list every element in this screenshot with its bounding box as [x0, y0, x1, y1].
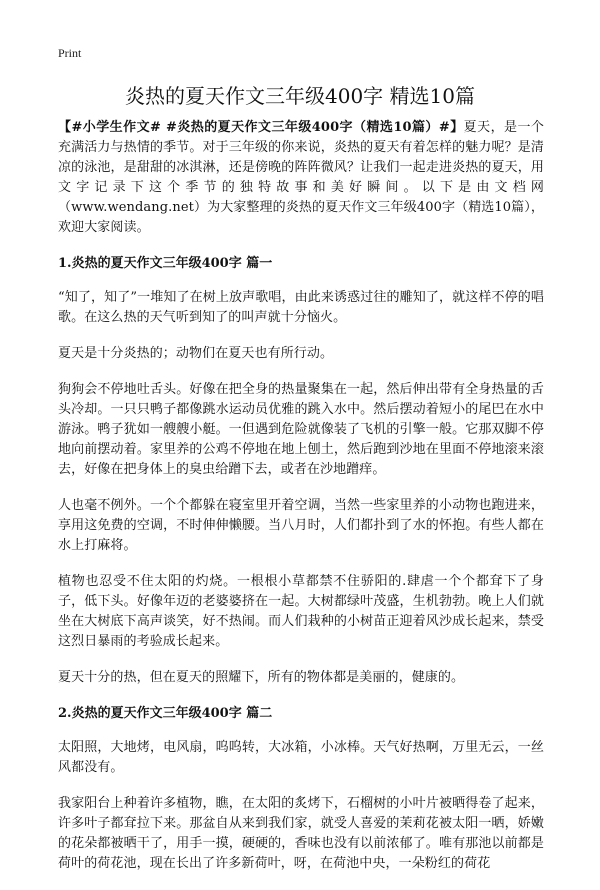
paragraph: “知了，知了”一堆知了在树上放声歌唱，由此来诱惑过往的雕知了，就这样不停的唱歌。在这么热的天气听到知了的叫声就十分恼火。 [58, 290, 544, 325]
intro-paragraph [58, 118, 544, 238]
paragraph: 狗狗会不停地吐舌头。好像在把全身的热量聚集在一起，然后伸出带有全身热量的舌头冷却。一只只鸭子都像跳水运动员优雅的跳入水中。然后摆动着短小的尾巴在水中游泳。鸭子犹如一艘艘小艇。一但遇到危险就像装了飞机的引擎一般。它那双脚不停地向前摆动着。家里养的公鸡不停地在地上刨土，然后跑到沙地在里面不停地滚来滚去，好像在把身体上的臭虫给蹭下去，或者在沙地蹭痒。 [58, 382, 544, 477]
paragraph: 夏天是十分炎热的；动物们在夏天也有所行动。 [58, 346, 334, 361]
page-title: 炎热的夏天作文三年级400字 精选10篇 [125, 84, 475, 108]
article-body [58, 118, 544, 890]
paragraph: 太阳照，大地烤，电风扇，呜呜转，大冰箱，小冰棒。天气好热啊，万里无云，一丝风都没有。 [58, 740, 544, 775]
intro-lead: 【#小学生作文# #炎热的夏天作文三年级400字（精选10篇）#】 [58, 120, 464, 135]
paragraph: 我家阳台上种着许多植物，瞧，在太阳的炙烤下，石榴树的小叶片被晒得卷了起来，许多叶子都耷拉下来。那盆自从来到我们家，就受人喜爱的茉莉花被太阳一晒，娇嫩的花朵都被晒干了，用手一摸，硬硬的，香味也没有以前浓郁了。唯有那池以前都是荷叶的荷花池，现在长出了许多新荷叶，呀，在荷池中央，一朵粉红的荷花 [58, 796, 544, 871]
section-heading-1: 1.炎热的夏天作文三年级400字 篇一 [58, 256, 273, 271]
print-link[interactable]: Print [58, 46, 82, 60]
paragraph: 夏天十分的热，但在夏天的照耀下，所有的物体都是美丽的，健康的。 [58, 670, 465, 685]
paragraph: 植物也忍受不住太阳的灼烧。一根根小草都禁不住骄阳的.肆虐一个个都耷下了身子，低下头。好像年迈的老婆婆挤在一起。大树都绿叶茂盛，生机勃勃。晚上人们就坐在大树底下高声谈笑，好不热闹。而人们栽种的小树苗正迎着风沙成长起来，禁受这烈日暴雨的考验成长起来。 [58, 574, 544, 649]
paragraph: 人也毫不例外。一个个都躲在寝室里开着空调，当然一些家里养的小动物也跑进来，享用这免费的空调，不时伸伸懒腰。当八月时，人们都扑到了水的怀抱。有些人都在水上打麻将。 [58, 498, 544, 553]
section-heading-2: 2.炎热的夏天作文三年级400字 篇二 [58, 706, 273, 721]
intro-text: 夏天，是一个充满活力与热情的季节。对于三年级的你来说，炎热的夏天有着怎样的魅力呢？是清凉的泳池，是甜甜的冰淇淋，还是傍晚的阵阵微风？让我们一起走进炎热的夏天，用文字记录下这个季节的独特故事和美好瞬间。以下是由文档网（www.wendang.net）为大家整理的炎热的夏天作文三年级400字（精选10篇），欢迎大家阅读。 [58, 120, 545, 235]
